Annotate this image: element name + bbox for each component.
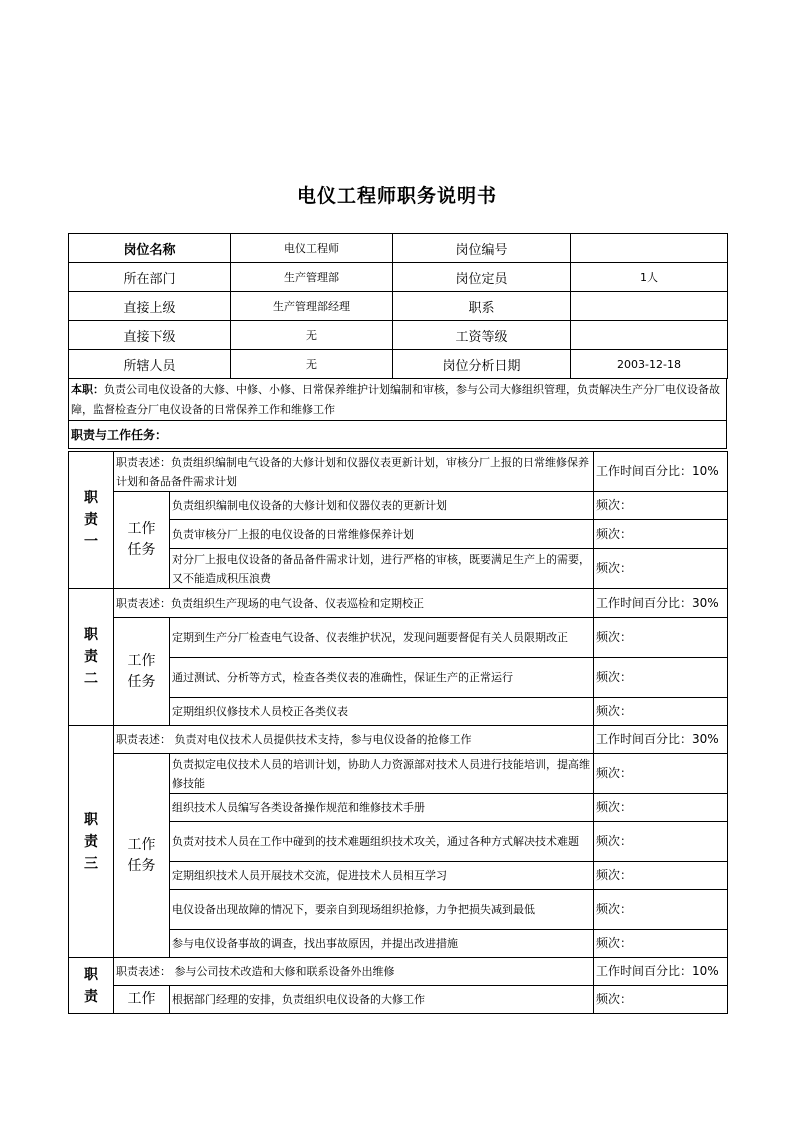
duty-label: 职 责 一 (69, 452, 114, 589)
duty-label: 职 责 三 (69, 726, 114, 958)
work-task-label: 工作 任务 (114, 618, 170, 726)
work-task-label: 工作 任务 (114, 754, 170, 958)
task-text: 根据部门经理的安排，负责组织电仪设备的大修工作 (170, 986, 594, 1014)
label-position-code: 岗位编号 (393, 234, 571, 263)
task-frequency: 频次： (594, 986, 728, 1014)
task-text: 定期到生产分厂检查电气设备、仪表维护状况，发现问题要督促有关人员限期改正 (170, 618, 594, 658)
label-direct-superior: 直接上级 (69, 292, 231, 321)
task-frequency: 频次： (594, 618, 728, 658)
task-frequency: 频次： (594, 754, 728, 794)
duty-time-percent: 工作时间百分比：30% (594, 589, 728, 618)
value-salary-grade (571, 321, 728, 350)
task-row (69, 618, 728, 658)
duty-row (69, 958, 728, 986)
value-job-family (571, 292, 728, 321)
task-text: 对分厂上报电仪设备的备品备件需求计划，进行严格的审核，既要满足生产上的需要，又不能造成积压浪费 (170, 549, 594, 589)
label-staff-managed: 所辖人员 (69, 350, 231, 379)
task-frequency: 频次： (594, 890, 728, 930)
work-task-label: 工作 任务 (114, 492, 170, 589)
summary-text: 负责公司电仪设备的大修、中修、小修、日常保养维护计划编制和审核，参与公司大修组织管理，负责解决生产分厂电仪设备故障，监督检查分厂电仪设备的日常保养工作和维修工作 (71, 382, 720, 416)
label-analysis-date: 岗位分析日期 (393, 350, 571, 379)
task-text: 定期组织仪修技术人员校正各类仪表 (170, 698, 594, 726)
task-row (69, 754, 728, 794)
task-text: 负责拟定电仪技术人员的培训计划，协助人力资源部对技术人员进行技能培训，提高维修技能 (170, 754, 594, 794)
duty-statement: 职责表述：负责组织编制电气设备的大修计划和仪器仪表更新计划，审核分厂上报的日常维修保养计划和备品备件需求计划 (114, 452, 594, 492)
task-row (69, 492, 728, 520)
task-text: 参与电仪设备事故的调查，找出事故原因，并提出改进措施 (170, 930, 594, 958)
duty-label: 职 责 (69, 958, 114, 1014)
task-text: 电仪设备出现故障的情况下，要亲自到现场组织抢修，力争把损失减到最低 (170, 890, 594, 930)
label-department: 所在部门 (69, 263, 231, 292)
task-text: 通过测试、分析等方式，检查各类仪表的准确性，保证生产的正常运行 (170, 658, 594, 698)
basic-info-table (68, 233, 728, 379)
value-headcount: 1人 (571, 263, 728, 292)
task-text: 定期组织技术人员开展技术交流，促进技术人员相互学习 (170, 862, 594, 890)
task-row (69, 986, 728, 1014)
value-direct-subordinate: 无 (231, 321, 393, 350)
task-text: 负责审核分厂上报的电仪设备的日常维修保养计划 (170, 520, 594, 549)
value-position-name: 电仪工程师 (231, 234, 393, 263)
duty-statement: 职责表述： 参与公司技术改造和大修和联系设备外出维修 (114, 958, 594, 986)
duty-time-percent: 工作时间百分比：10% (594, 452, 728, 492)
label-job-family: 职系 (393, 292, 571, 321)
task-frequency: 频次： (594, 862, 728, 890)
value-position-code (571, 234, 728, 263)
task-frequency: 频次： (594, 930, 728, 958)
duty-row (69, 589, 728, 618)
info-row (69, 350, 728, 379)
task-frequency: 频次： (594, 794, 728, 822)
info-row (69, 234, 728, 263)
task-frequency: 频次： (594, 549, 728, 589)
info-row (69, 321, 728, 350)
duty-row (69, 726, 728, 754)
document-title: 电仪工程师职务说明书 (296, 185, 497, 207)
task-text: 负责组织编制电仪设备的大修计划和仪器仪表的更新计划 (170, 492, 594, 520)
task-frequency: 频次： (594, 520, 728, 549)
value-department: 生产管理部 (231, 263, 393, 292)
task-frequency: 频次： (594, 658, 728, 698)
value-direct-superior: 生产管理部经理 (231, 292, 393, 321)
duties-table (68, 451, 728, 1014)
label-position-name: 岗位名称 (69, 234, 231, 263)
info-row (69, 292, 728, 321)
value-staff-managed: 无 (231, 350, 393, 379)
info-row (69, 263, 728, 292)
duty-statement: 职责表述：负责组织生产现场的电气设备、仪表巡检和定期校正 (114, 589, 594, 618)
task-frequency: 频次： (594, 492, 728, 520)
label-direct-subordinate: 直接下级 (69, 321, 231, 350)
duty-row (69, 452, 728, 492)
label-headcount: 岗位定员 (393, 263, 571, 292)
work-task-label: 工作 (114, 986, 170, 1014)
duty-label: 职 责 二 (69, 589, 114, 726)
task-text: 组织技术人员编写各类设备操作规范和维修技术手册 (170, 794, 594, 822)
task-frequency: 频次： (594, 698, 728, 726)
task-frequency: 频次： (594, 822, 728, 862)
duty-time-percent: 工作时间百分比：30% (594, 726, 728, 754)
section-header: 职责与工作任务： (69, 421, 727, 449)
duty-time-percent: 工作时间百分比：10% (594, 958, 728, 986)
label-salary-grade: 工资等级 (393, 321, 571, 350)
task-text: 负责对技术人员在工作中碰到的技术难题组织技术攻关，通过各种方式解决技术难题 (170, 822, 594, 862)
summary-label: 本职： (71, 382, 104, 396)
summary-cell (69, 379, 727, 421)
value-analysis-date: 2003-12-18 (571, 350, 728, 379)
duty-statement: 职责表述： 负责对电仪技术人员提供技术支持，参与电仪设备的抢修工作 (114, 726, 594, 754)
summary-table (68, 378, 727, 449)
